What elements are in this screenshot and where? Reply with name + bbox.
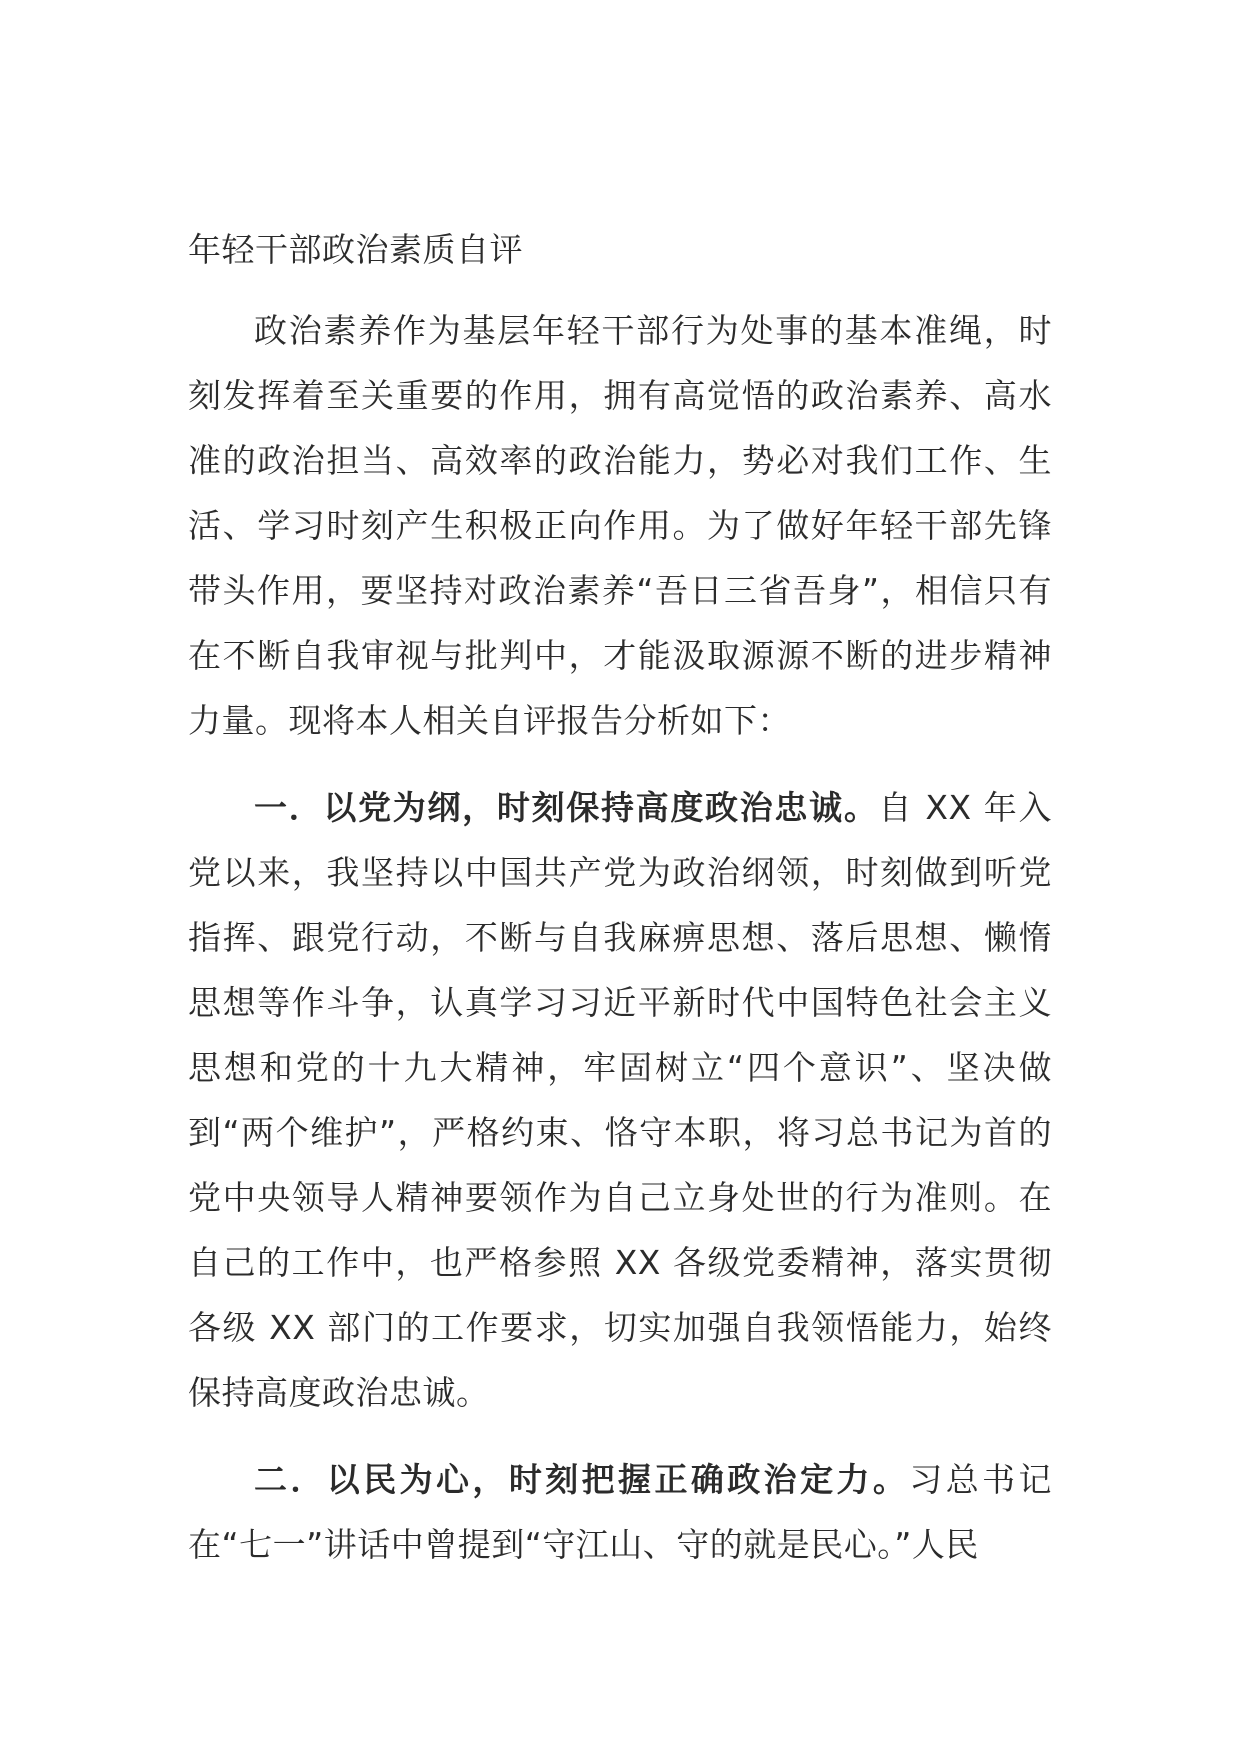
section-2-heading: 二．以民为心，时刻把握正确政治定力。 <box>254 1460 910 1499</box>
document-page <box>188 224 1052 1599</box>
intro-paragraph: 政治素养作为基层年轻干部行为处事的基本准绳，时刻发挥着至关重要的作用，拥有高觉悟的政治素养、高水准的政治担当、高效率的政治能力，势必对我们工作、生活、学习时刻产生积极正向作用。为了做好年轻干部先锋带头作用，要坚持对政治素养“吾日三省吾身”，相信只有在不断自我审视与批判中，才能汲取源源不断的进步精神力量。现将本人相关自评报告分析如下： <box>188 311 1052 740</box>
section-1-heading: 一．以党为纲，时刻保持高度政治忠诚。 <box>254 788 879 827</box>
section-2-body: 习总书记在“七一”讲话中曾提到“守江山、守的就是民心。”人民 <box>188 1460 1053 1564</box>
section-2-paragraph <box>188 1447 1052 1577</box>
document-title: 年轻干部政治素质自评 <box>188 230 523 269</box>
section-1-body: 自 XX 年入党以来，我坚持以中国共产党为政治纲领，时刻做到听党指挥、跟党行动，不断与自我麻痹思想、落后思想、懒惰思想等作斗争，认真学习习近平新时代中国特色社会主义思想和党的十九大精神，牢固树立“四个意识”、坚决做到“两个维护”，严格约束、恪守本职，将习总书记为首的党中央领导人精神要领作为自己立身处世的行为准则。在自己的工作中，也严格参照 XX 各级党委精神，落实贯彻各级 XX 部门的工作要求，切实加强自我领悟能力，始终保持高度政治忠诚。 <box>188 788 1052 1412</box>
section-1-paragraph <box>188 775 1052 1425</box>
